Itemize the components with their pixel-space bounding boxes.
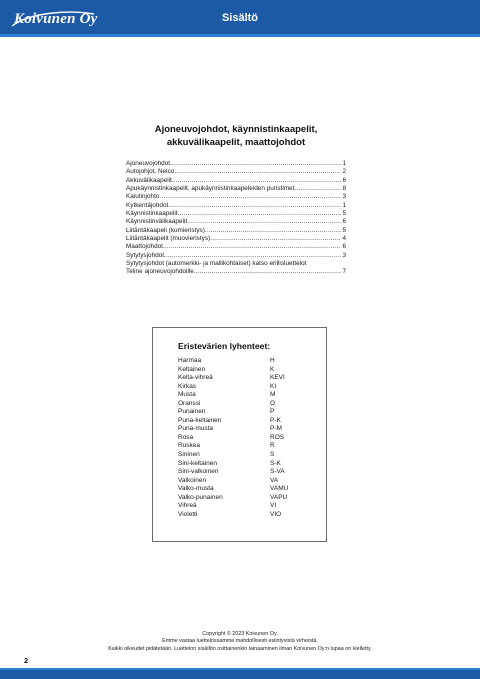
toc-heading-line-2: akkuvälikaapelit, maattojohdot — [166, 137, 306, 148]
color-name: Valkoinen — [178, 476, 207, 484]
toc-item-page: 2 — [342, 168, 346, 176]
footer-copyright — [0, 631, 480, 653]
toc-item-label: Käynnistinkaapelit — [126, 210, 178, 218]
page-header — [0, 0, 480, 37]
toc-item — [126, 168, 346, 176]
toc-heading — [120, 123, 352, 149]
color-abbreviation: VA — [270, 476, 279, 484]
legend-row — [178, 485, 308, 494]
legend-row — [178, 374, 308, 383]
color-abbreviation: K — [270, 365, 275, 373]
color-abbreviation: KI — [270, 382, 277, 390]
color-abbreviation: KEVI — [270, 374, 285, 382]
color-abbreviation: P-M — [270, 425, 282, 433]
toc-item — [126, 268, 346, 276]
toc-item-page: 7 — [342, 268, 346, 276]
toc-item-leader — [294, 185, 341, 193]
footer-bar — [0, 668, 480, 679]
toc-item-label: Autojohjot, Nelco — [126, 168, 175, 176]
color-abbreviation: S — [270, 451, 275, 459]
color-abbreviation: ROS — [270, 433, 285, 441]
toc-item-leader — [159, 193, 341, 201]
legend-title: Eristevärien lyhenteet: — [178, 341, 271, 351]
legend-row — [178, 494, 308, 503]
toc-item-label: Apukäynnistinkaapelit, apukäynnistinkaapeleiden puristimet — [126, 185, 295, 193]
legend-row — [178, 391, 308, 400]
toc-item-leader — [205, 227, 342, 235]
toc-item — [126, 218, 346, 226]
toc-item — [126, 260, 346, 268]
toc-item — [126, 193, 346, 201]
color-abbreviation: VIO — [270, 510, 282, 518]
table-of-contents — [126, 160, 346, 277]
legend-row — [178, 477, 308, 486]
color-abbreviation: S-VA — [270, 468, 285, 476]
toc-item-label: Ajoneuvojohdot — [126, 160, 171, 167]
legend-row — [178, 468, 308, 477]
color-abbreviation-box — [152, 327, 327, 542]
toc-item — [126, 202, 346, 210]
toc-item-leader — [178, 210, 342, 218]
toc-item — [126, 210, 346, 218]
toc-item-page: 4 — [342, 235, 346, 243]
footer-line-1: Copyright © 2023 Koivunen Oy. — [202, 631, 278, 637]
color-abbreviation: M — [270, 391, 276, 399]
color-name: Rosa — [178, 433, 194, 441]
toc-item-page: 1 — [342, 160, 346, 167]
legend-row — [178, 400, 308, 409]
color-name: Puna-musta — [178, 425, 214, 433]
toc-item-leader — [170, 160, 341, 168]
toc-item-page: 8 — [342, 185, 346, 193]
footer-line-2: Emme vastaa luettelossamme mahdollisesti esiintyvistä virheistä. — [162, 638, 318, 645]
color-abbreviation: R — [270, 442, 275, 450]
legend-row — [178, 366, 308, 375]
color-abbreviation: O — [270, 399, 276, 407]
toc-item-label: Liitäntäkaapeli (kumieristys) — [126, 226, 205, 234]
toc-item-label: Käynnistinvälikaapelit — [126, 218, 188, 226]
legend-row — [178, 434, 308, 443]
toc-item — [126, 185, 346, 193]
color-abbreviation: P — [270, 408, 275, 416]
legend-row — [178, 383, 308, 392]
color-name: Musta — [178, 391, 196, 399]
toc-item-label: Kytkentäjohdot — [126, 201, 169, 209]
color-name: Harmaa — [178, 357, 202, 364]
color-name: Sininen — [178, 451, 200, 459]
color-abbreviation: H — [270, 357, 275, 364]
color-abbreviation: P-K — [270, 416, 281, 424]
toc-item-page: 3 — [342, 251, 346, 259]
color-name: Vihreä — [178, 502, 197, 510]
color-abbreviation: VAPU — [270, 493, 288, 501]
legend-row — [178, 460, 308, 469]
color-abbreviation-list — [178, 357, 308, 519]
toc-item-label: Teline ajoneuvojohdoille — [126, 268, 194, 276]
color-name: Valko-musta — [178, 485, 214, 493]
color-name: Puna-keltainen — [178, 416, 222, 424]
color-name: Violetti — [178, 510, 198, 518]
legend-row — [178, 425, 308, 434]
toc-item-leader — [187, 218, 341, 226]
legend-row — [178, 417, 308, 426]
toc-heading-line-1: Ajoneuvojohdot, käynnistinkaapelit, — [154, 124, 318, 135]
legend-row — [178, 511, 308, 520]
toc-item-leader — [163, 243, 341, 251]
company-logo: Koivunen Oy — [14, 11, 98, 27]
toc-item-page: 6 — [342, 218, 346, 226]
toc-item-leader — [168, 202, 341, 210]
legend-row — [178, 451, 308, 460]
toc-item-label: Akkuvälikaapelit — [126, 176, 172, 184]
toc-item-leader — [194, 268, 342, 276]
toc-item-leader — [174, 168, 341, 176]
toc-item — [126, 235, 346, 243]
toc-item-page: 5 — [342, 226, 346, 234]
toc-item-page: 1 — [342, 201, 346, 209]
toc-item — [126, 227, 346, 235]
color-name: Sini-keltainen — [178, 459, 218, 467]
toc-item — [126, 243, 346, 251]
color-name: Sini-valkoinen — [178, 468, 219, 476]
color-name: Valko-punainen — [178, 493, 223, 501]
toc-item — [126, 252, 346, 260]
color-name: Oranssi — [178, 399, 201, 407]
toc-item-page: 3 — [342, 193, 346, 201]
color-name: Punainen — [178, 408, 206, 416]
color-name: Kirkas — [178, 382, 197, 390]
toc-item — [126, 160, 346, 168]
color-abbreviation: VI — [270, 502, 277, 510]
page-number: 2 — [24, 656, 29, 665]
toc-item-label: Kaiutinjohto — [126, 193, 160, 201]
toc-item-leader — [210, 235, 341, 243]
toc-item-label: Liitäntäkaapelit (muovieristys) — [126, 235, 211, 243]
toc-item-label: Sytytysjohdot (automerkki- ja mallikohtaiset) katso erillisluettelot — [126, 260, 307, 268]
page-title: Sisältö — [221, 12, 259, 24]
color-name: Ruskea — [178, 442, 201, 450]
legend-row — [178, 502, 308, 511]
toc-item-leader — [172, 177, 342, 185]
toc-item-page: 5 — [342, 210, 346, 218]
toc-item-page: 6 — [342, 243, 346, 251]
toc-item — [126, 177, 346, 185]
color-name: Kelta-vihreä — [178, 374, 213, 382]
toc-item-leader — [164, 252, 341, 260]
toc-item-label: Maattojohdot — [126, 243, 163, 251]
legend-row — [178, 442, 308, 451]
legend-row — [178, 357, 308, 366]
legend-row — [178, 408, 308, 417]
color-abbreviation: S-K — [270, 459, 281, 467]
toc-item-label: Sytytysjohdot — [126, 251, 165, 259]
color-abbreviation: VAMU — [270, 485, 289, 493]
toc-item-page: 6 — [342, 176, 346, 184]
color-name: Keltainen — [178, 365, 206, 373]
footer-line-3: Kaikki oikeudet pidätetään. Luettelon sisällön osittainenkin lainaaminen ilman Koivunen Oy:n lupaa on kielletty. — [108, 645, 372, 652]
